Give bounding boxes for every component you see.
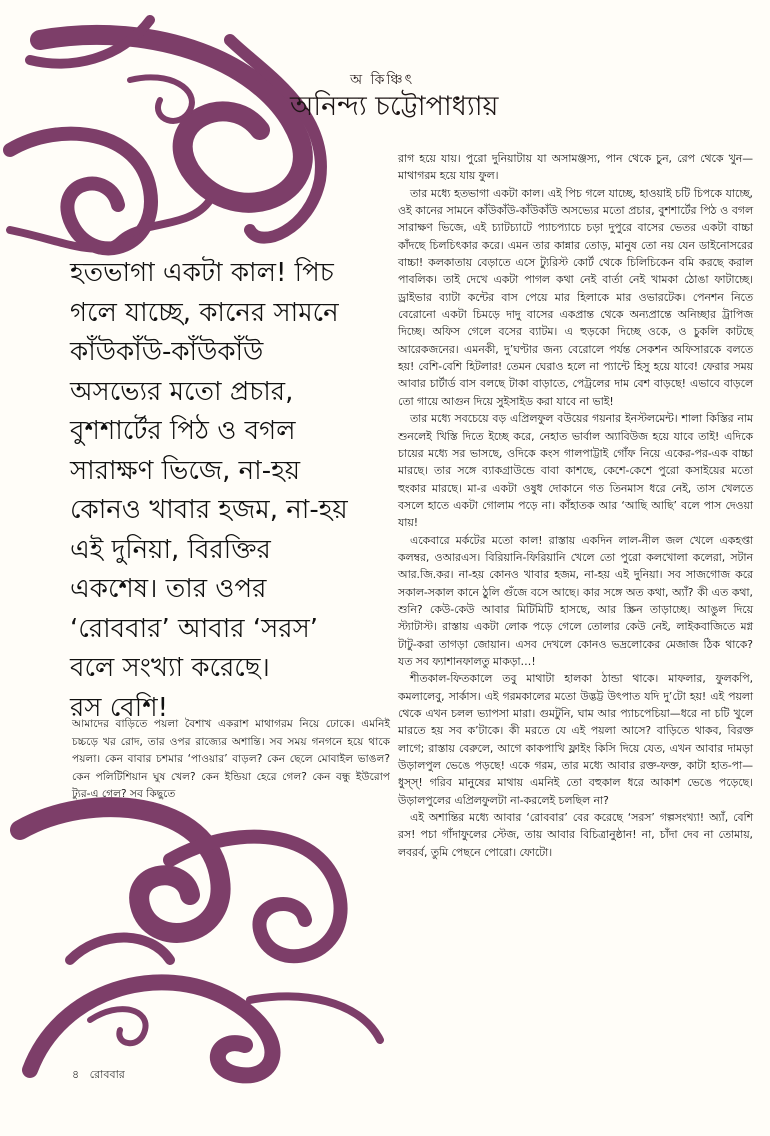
body-paragraph: শীতকাল-ফিতকালে তবু মাথাটা হালকা ঠান্ডা থাকে। মাফলার, ফুলকপি, কমলালেবু, সার্কাস। এই গরমকালের মতো উদ্ভট্ট উৎপাত যদি দু’টো হয়! এই পয়লা থেকে এখন চলল ভ্যাপসা মারা। গুমটুনি, ঘাম আর প্যাচপেচিয়া—ধরে না চটি খুলে মারতে হয় সব ক’টাকে। কী মরতে যে এই পয়লা আসে? বাড়িতে থাকব, বিরক্ত লাগে; রাস্তায় বেরুলে, আগে কাকপাখি ফ্লাইং কিসি দিয়ে যেত, এখন আবার দামড়া উড়ালপুল ভেঙে পড়ছে! একে গরম, তার মধ্যে আবার রক্ত-ফক্ত, কাটা হাত-পা—ধুস্স্! গরিব মানুষের মাথায় এমনিই তো বহুকাল ধরে আকাশ ভেঙে পড়েছে। উড়ালপুলের এপ্রিলফুলটা না-করলেই চলছিল না?: [398, 672, 753, 807]
pull-quote-line: কাঁউকাঁউ-কাঁউকাঁউ: [70, 337, 264, 367]
top-flourish-spiral: [130, 77, 192, 121]
bottom-flourish-spiral: [90, 1009, 146, 1043]
pull-quote-line: সারাক্ষণ ভিজে, না-হয়: [70, 455, 301, 486]
pull-quote-line: এই দুনিয়া, বিরক্তির: [70, 534, 271, 565]
top-flourish-sweep: [10, 200, 210, 249]
page-number: ৪: [72, 1068, 80, 1081]
body-paragraph: তার মধ্যে সবচেয়ে বড় এপ্রিলফুল বউয়ের গয়নার ইনস্টলমেন্ট। শালা কিস্তির নাম শুনলেই খিস্তি দিতে ইচ্ছে করে, নেহাত ভার্বাল অ্যাবিউজ হয়ে যাবে তাই! এদিকে চায়ের মধ্যে সর ভাসছে, ওদিকে কংস গালপাট্টাই গোঁফ নিয়ে একের-পর-এক বাচ্চা মারছে। তার সঙ্গে ব্যাকগ্রাউন্ডে বাবা কাশছে, কেশে-কেশে পুরো কসাইয়ের মতো হুংকার মারছে। মা-র একটা ওষুধ দোকানে গত তিনমাস ধরে নেই, তাস খেলতে বসলে হাতে একটা গোলাম পড়ে না। কাঁহাতক আর ‘আছি আছি’ বলে পাস দেওয়া যায়!: [398, 412, 753, 530]
body-paragraph: রাগ হয়ে যায়। পুরো দুনিয়াটায় যা অসামঞ্জস্য, পান থেকে চুন, রেপ থেকে খুন—মাথাগরম হয়ে যায় ফুল।: [398, 152, 753, 183]
pull-quote-line: বলে সংখ্যা করেছে।: [70, 653, 270, 683]
bottom-flourish-leaf: [70, 938, 170, 961]
body-paragraph: তার মধ্যে হতভাগা একটা কাল। এই পিচ গলে যাচ্ছে, হাওয়াই চটি চিপকে যাচ্ছে, ওই কানের সামনে কাঁউকাঁউ-কাঁউকাঁউ অসভ্যের মতো প্রচার, বুশশার্টের পিঠ ও বগল সারাক্ষণ ভিজে, এই চ্যাটচ্যাটে প্যাচপ্যাচে চড়া দুপুরে বাসের ভেতর একটা বাচ্চা কাঁদছে চিলচিৎকার করে। এমন তার কান্নার তোড়, মানুষ তো নয় যেন ডাইনোসরের বাচ্চা! কলকাতায় বেড়াতে এসে ট্যুরিস্ট কোর্ট থেকে চিলিচিকেন বমি করছে করাল পাবলিক। তাই দেখে একটা পাগল কথা নেই বার্তা নেই খামকা ঠোঙা ফাটাচ্ছে। ড্রাইভার ব্যাটা কন্টের বাস পেয়ে মার হিলাকে মার ওভারটেক। পেনশন নিতে বেরোনো একটা চিমড়ে দাদু বাসের একপ্রান্ত থেকে অন্যপ্রান্তে অনিচ্ছার ট্রাপিজ দিচ্ছে। অফিস গেলে বসের ব্যাটম। এ হুড়কো দিচ্ছে ওকে, ও চুকলি কাটছে আরেকজনের। এমনকী, দু’ঘণ্টার জন্য বেরোলে পর্যন্ত সেকশন অফিসারকে বলতে হয়! বেশি-বেশি হিটলার! তেমন ঘেরাও হলে না প্যান্টে হিসু হয়ে যাবে! ফেরার সময় আবার চার্টার্ড বাস বলছে টাকা বাড়াতে, পেট্রলের দাম বেশ বাড়ছে! এভাবে বাড়লে তো গায়ে আগুন দিয়ে সুইসাইড করা যাবে না ভাই!: [398, 186, 753, 408]
magazine-name: রোববার: [89, 1068, 125, 1081]
pull-quote: [70, 254, 390, 728]
pull-quote-line: হতভাগা একটা কাল! পিচ: [70, 258, 334, 288]
pull-quote-line: গলে যাচ্ছে, কানের সামনে: [70, 297, 339, 328]
pull-quote-line: অসভ্যের মতো প্রচার,: [70, 376, 294, 407]
intro-paragraph: আমাদের বাড়িতে পয়লা বৈশাখ একরাশ মাথাগরম নিয়ে ঢোকে। এমনিই চচ্চড়ে খর রোদ, তার ওপর রাজ্যের অশান্তি। সব সময় গনগনে হয়ে থাকে পয়লা। কেন বাবার চশমার ‘পাওয়ার’ বাড়ল? কেন ছেলে মোবাইল ভাঙল? কেন পলিটিশিয়ান ঘুষ খেল? কেন ইন্ডিয়া হেরে গেল? কেন বন্ধু ইউরোপ ট্যুর-এ গেল? সব কিছুতে: [72, 718, 390, 801]
body-column: [398, 150, 753, 861]
pull-quote-line: কোনও খাবার হজম, না-হয়: [70, 495, 348, 525]
column-name: অ কিঞ্চিৎ: [350, 72, 415, 88]
body-paragraph: একেবারে মর্কটের মতো কাল! রাস্তায় একদিন লাল-নীল জল খেলে একহপ্তা কলম্বর, ওআরএস। বিরিয়ানি-ফিরিয়ানি খেলে তো পুরো কলখোলা কলেরা, সটান আর.জি.কর। না-হয় কোনও খাবার হজম, না-হয় এই দুনিয়া। সব সাজগোজ করে সকাল-সকাল কানে ঠুলি গুঁজে বসে আছে। কার সঙ্গে অত কথা, অ্যাঁ? কী এত কথা, শুনি? কেউ-কেউ আবার মিটিমিটি হাসছে, আর স্ক্রিন তাড়াচ্ছে। আঙুল দিয়ে স্ট্যাটাস্ট। রাস্তায় একটা লোক পড়ে গেলে তোলার কেউ নেই, লাইকবাজিতে মগ্ন টাটু-করা তাগড়া জোয়ান। এসব দেখলে কোনও ভদ্রলোকের মেজাজ ঠিক থাকে? যত সব ফ্যাশানফালতু মাকড়া…!: [398, 533, 753, 668]
body-paragraph: এই অশান্তির মধ্যে আবার ‘রোববার’ বের করেছে ‘সরস’ গল্পসংখ্যা! অ্যাঁ, বেশি রস! পচা গাঁদাফুলের স্টেজ, তায় আবার বিচিত্রানুষ্ঠান! না, চাঁদা দেব না তোমায়, লবরর্ব, তুমি পেছনে পোরো। ফোটো।: [398, 811, 753, 859]
bottom-flourish-main: [20, 807, 221, 933]
page-footer: [72, 1066, 125, 1085]
bottom-flourish-swoop: [30, 982, 273, 1075]
pull-quote-line: রস বেশি!: [70, 692, 169, 723]
author-name: অনিন্দ্য চট্টোপাধ্যায়: [290, 91, 499, 122]
pull-quote-line: একশেষ। তার ওপর: [70, 574, 267, 604]
pull-quote-line: বুশশার্টের পিঠ ও বগল: [70, 416, 296, 446]
pull-quote-line: ‘রোববার’ আবার ‘সরস’: [70, 613, 319, 644]
